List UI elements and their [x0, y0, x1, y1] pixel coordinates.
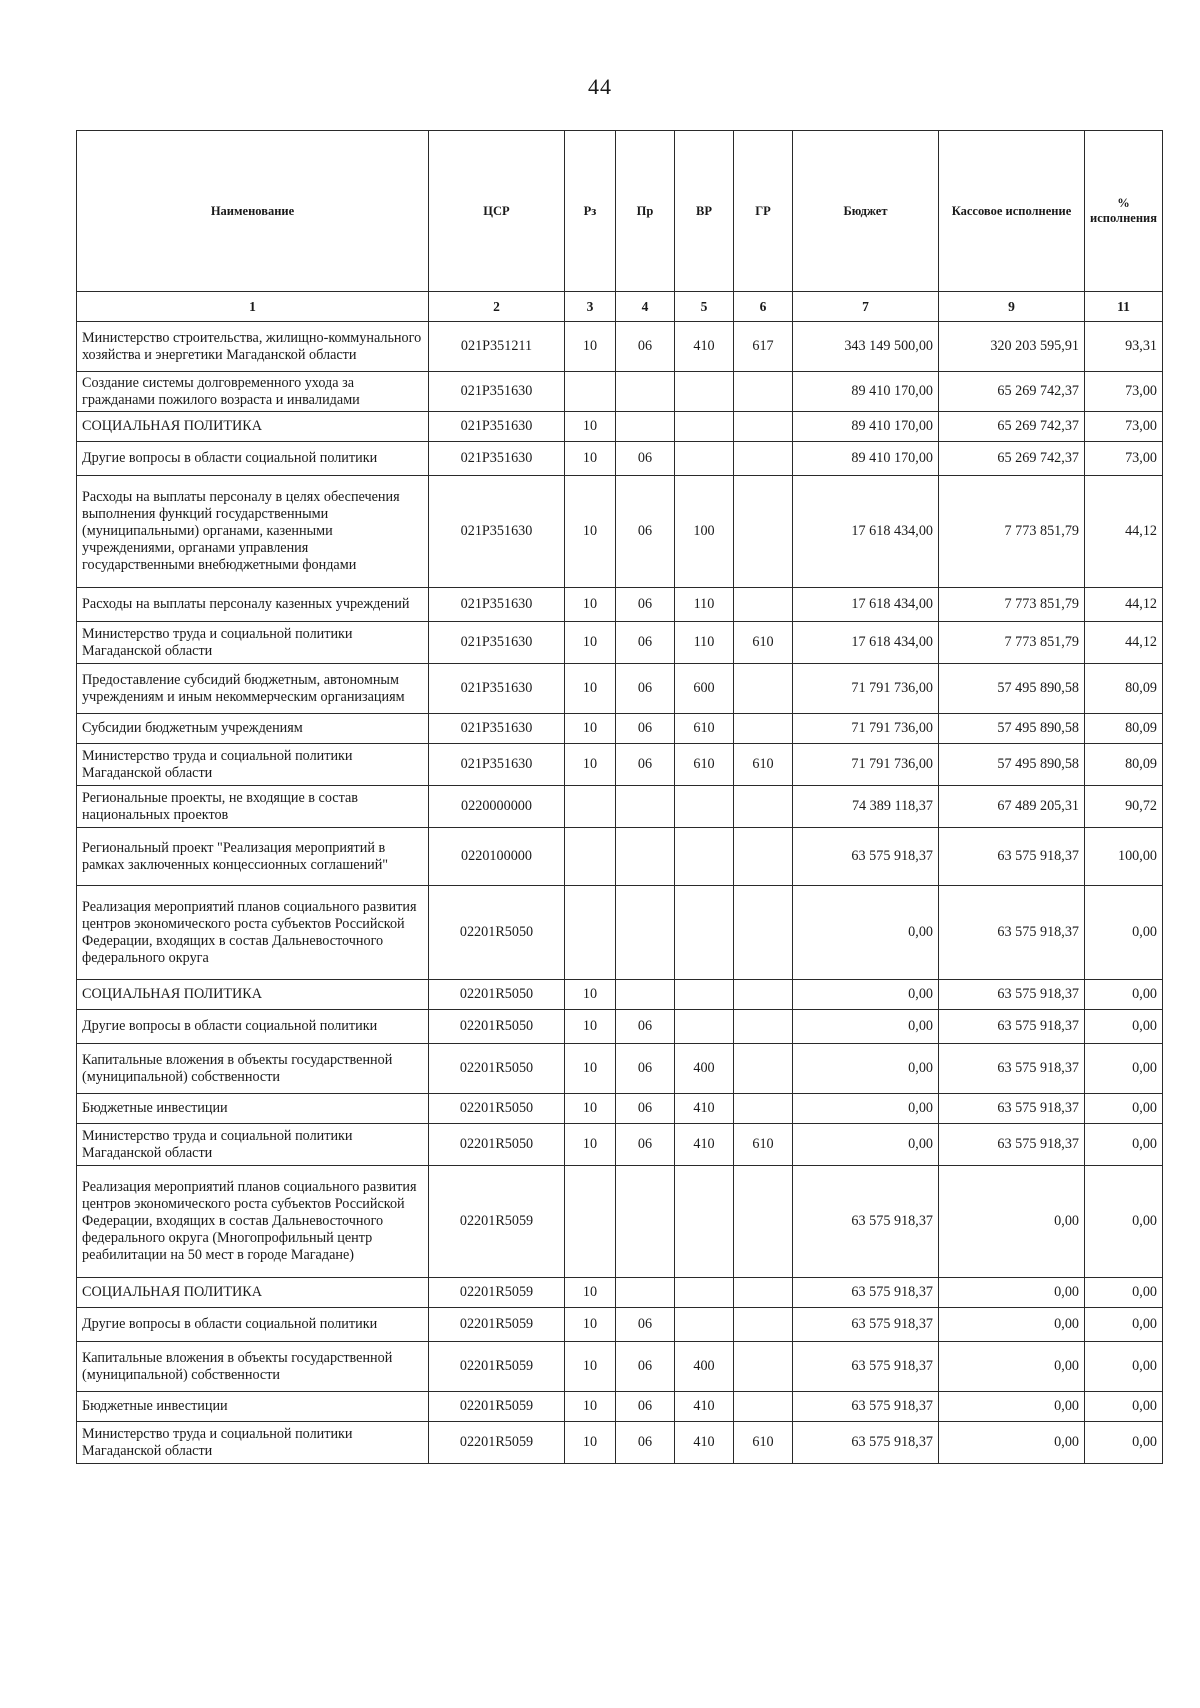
table-row — [77, 1010, 1163, 1044]
cell-csr: 021P351630 — [429, 664, 565, 714]
cell-execution-percent: 0,00 — [1085, 1278, 1163, 1308]
column-number: 4 — [616, 292, 675, 322]
table-row — [77, 412, 1163, 442]
cell-gr — [734, 828, 793, 886]
cell-gr — [734, 1094, 793, 1124]
cell-cash-execution: 65 269 742,37 — [939, 442, 1085, 476]
cell-vr — [675, 886, 734, 980]
cell-vr: 610 — [675, 714, 734, 744]
cell-gr — [734, 886, 793, 980]
cell-vr: 400 — [675, 1044, 734, 1094]
cell-rz: 10 — [565, 1308, 616, 1342]
table-row — [77, 622, 1163, 664]
cell-rz: 10 — [565, 1278, 616, 1308]
cell-name: Расходы на выплаты персоналу в целях обеспечения выполнения функций государственными (муниципальными) органами, казенными учреждениями, органами управления государственными внебюджетными фондами — [77, 476, 429, 588]
cell-gr — [734, 1044, 793, 1094]
cell-csr: 0220000000 — [429, 786, 565, 828]
cell-pr: 06 — [616, 1010, 675, 1044]
cell-gr — [734, 588, 793, 622]
cell-cash-execution: 0,00 — [939, 1166, 1085, 1278]
cell-pr: 06 — [616, 744, 675, 786]
table-row — [77, 1044, 1163, 1094]
cell-budget: 89 410 170,00 — [793, 372, 939, 412]
cell-csr: 02201R5050 — [429, 1010, 565, 1044]
cell-vr — [675, 980, 734, 1010]
cell-cash-execution: 63 575 918,37 — [939, 886, 1085, 980]
cell-budget: 0,00 — [793, 1044, 939, 1094]
table-row — [77, 1308, 1163, 1342]
cell-execution-percent: 100,00 — [1085, 828, 1163, 886]
cell-vr — [675, 1278, 734, 1308]
cell-rz: 10 — [565, 588, 616, 622]
table-row — [77, 1392, 1163, 1422]
cell-rz: 10 — [565, 1342, 616, 1392]
table-body — [77, 322, 1163, 1464]
cell-name: Бюджетные инвестиции — [77, 1392, 429, 1422]
header-gr: ГР — [734, 131, 793, 292]
cell-pr: 06 — [616, 1342, 675, 1392]
cell-execution-percent: 44,12 — [1085, 476, 1163, 588]
cell-execution-percent: 0,00 — [1085, 980, 1163, 1010]
column-number: 1 — [77, 292, 429, 322]
header-budget: Бюджет — [793, 131, 939, 292]
table-row — [77, 980, 1163, 1010]
column-number: 6 — [734, 292, 793, 322]
cell-vr — [675, 1308, 734, 1342]
table-row — [77, 322, 1163, 372]
cell-cash-execution: 63 575 918,37 — [939, 1010, 1085, 1044]
cell-pr: 06 — [616, 1044, 675, 1094]
cell-csr: 021P351630 — [429, 714, 565, 744]
cell-cash-execution: 7 773 851,79 — [939, 476, 1085, 588]
cell-gr — [734, 980, 793, 1010]
table-row — [77, 1124, 1163, 1166]
page-number: 44 — [588, 74, 612, 99]
cell-csr: 021P351630 — [429, 372, 565, 412]
cell-cash-execution: 67 489 205,31 — [939, 786, 1085, 828]
cell-pr — [616, 412, 675, 442]
cell-budget: 0,00 — [793, 1124, 939, 1166]
cell-name: Бюджетные инвестиции — [77, 1094, 429, 1124]
cell-csr: 021P351630 — [429, 442, 565, 476]
cell-csr: 02201R5050 — [429, 1124, 565, 1166]
cell-pr: 06 — [616, 476, 675, 588]
cell-cash-execution: 7 773 851,79 — [939, 622, 1085, 664]
table-row — [77, 588, 1163, 622]
cell-name: СОЦИАЛЬНАЯ ПОЛИТИКА — [77, 412, 429, 442]
table-row — [77, 664, 1163, 714]
cell-execution-percent: 0,00 — [1085, 1392, 1163, 1422]
cell-csr: 02201R5050 — [429, 1044, 565, 1094]
header-vr: ВР — [675, 131, 734, 292]
cell-budget: 74 389 118,37 — [793, 786, 939, 828]
cell-execution-percent: 80,09 — [1085, 744, 1163, 786]
cell-execution-percent: 73,00 — [1085, 412, 1163, 442]
cell-vr: 610 — [675, 744, 734, 786]
cell-rz: 10 — [565, 664, 616, 714]
cell-csr: 02201R5050 — [429, 886, 565, 980]
cell-gr — [734, 664, 793, 714]
cell-rz: 10 — [565, 412, 616, 442]
cell-csr: 02201R5059 — [429, 1392, 565, 1422]
table-row — [77, 1278, 1163, 1308]
cell-gr: 610 — [734, 1422, 793, 1464]
cell-name: Расходы на выплаты персоналу казенных учреждений — [77, 588, 429, 622]
cell-cash-execution: 65 269 742,37 — [939, 372, 1085, 412]
cell-rz: 10 — [565, 980, 616, 1010]
cell-vr: 100 — [675, 476, 734, 588]
cell-vr — [675, 1010, 734, 1044]
cell-execution-percent: 0,00 — [1085, 1124, 1163, 1166]
cell-pr: 06 — [616, 1422, 675, 1464]
cell-pr — [616, 886, 675, 980]
cell-name: Другие вопросы в области социальной политики — [77, 1308, 429, 1342]
cell-budget: 63 575 918,37 — [793, 1342, 939, 1392]
cell-budget: 63 575 918,37 — [793, 1422, 939, 1464]
cell-cash-execution: 63 575 918,37 — [939, 980, 1085, 1010]
cell-name: Предоставление субсидий бюджетным, автономным учреждениям и иным некоммерческим организациям — [77, 664, 429, 714]
column-number-row — [77, 292, 1163, 322]
cell-rz: 10 — [565, 622, 616, 664]
budget-execution-table — [76, 130, 1163, 1464]
cell-rz — [565, 828, 616, 886]
cell-name: Министерство труда и социальной политики Магаданской области — [77, 744, 429, 786]
cell-vr: 410 — [675, 1094, 734, 1124]
cell-execution-percent: 0,00 — [1085, 1166, 1163, 1278]
cell-pr: 06 — [616, 1094, 675, 1124]
cell-budget: 17 618 434,00 — [793, 622, 939, 664]
column-number: 2 — [429, 292, 565, 322]
cell-name: Капитальные вложения в объекты государственной (муниципальной) собственности — [77, 1044, 429, 1094]
table-row — [77, 442, 1163, 476]
cell-rz: 10 — [565, 442, 616, 476]
cell-pr: 06 — [616, 1124, 675, 1166]
table-row — [77, 786, 1163, 828]
cell-cash-execution: 57 495 890,58 — [939, 744, 1085, 786]
cell-name: Другие вопросы в области социальной политики — [77, 442, 429, 476]
cell-csr: 02201R5059 — [429, 1422, 565, 1464]
cell-name: Реализация мероприятий планов социального развития центров экономического роста субъектов Российской Федерации, входящих в состав Дальневосточного федерального округа — [77, 886, 429, 980]
cell-cash-execution: 0,00 — [939, 1392, 1085, 1422]
cell-gr — [734, 476, 793, 588]
cell-vr — [675, 828, 734, 886]
cell-vr: 110 — [675, 622, 734, 664]
cell-csr: 021P351630 — [429, 744, 565, 786]
cell-cash-execution: 63 575 918,37 — [939, 1124, 1085, 1166]
cell-cash-execution: 0,00 — [939, 1342, 1085, 1392]
cell-budget: 0,00 — [793, 980, 939, 1010]
cell-gr — [734, 1392, 793, 1422]
cell-budget: 63 575 918,37 — [793, 828, 939, 886]
cell-gr — [734, 412, 793, 442]
header-csr: ЦСР — [429, 131, 565, 292]
cell-rz: 10 — [565, 1010, 616, 1044]
cell-pr: 06 — [616, 1392, 675, 1422]
cell-csr: 02201R5059 — [429, 1308, 565, 1342]
cell-pr: 06 — [616, 442, 675, 476]
cell-rz: 10 — [565, 322, 616, 372]
column-number: 3 — [565, 292, 616, 322]
cell-csr: 02201R5059 — [429, 1166, 565, 1278]
cell-budget: 63 575 918,37 — [793, 1278, 939, 1308]
header-pr: Пр — [616, 131, 675, 292]
cell-cash-execution: 0,00 — [939, 1422, 1085, 1464]
column-number: 9 — [939, 292, 1085, 322]
cell-execution-percent: 0,00 — [1085, 1308, 1163, 1342]
cell-gr: 610 — [734, 744, 793, 786]
cell-budget: 0,00 — [793, 1094, 939, 1124]
table-row — [77, 828, 1163, 886]
cell-gr — [734, 1010, 793, 1044]
cell-csr: 02201R5059 — [429, 1342, 565, 1392]
cell-rz — [565, 1166, 616, 1278]
cell-pr — [616, 1278, 675, 1308]
cell-gr — [734, 714, 793, 744]
cell-budget: 17 618 434,00 — [793, 588, 939, 622]
cell-execution-percent: 80,09 — [1085, 664, 1163, 714]
cell-pr — [616, 980, 675, 1010]
cell-budget: 89 410 170,00 — [793, 442, 939, 476]
cell-pr: 06 — [616, 714, 675, 744]
cell-execution-percent: 73,00 — [1085, 442, 1163, 476]
cell-cash-execution: 320 203 595,91 — [939, 322, 1085, 372]
table-row — [77, 1166, 1163, 1278]
table-row — [77, 476, 1163, 588]
cell-execution-percent: 44,12 — [1085, 588, 1163, 622]
cell-gr — [734, 442, 793, 476]
cell-gr — [734, 1308, 793, 1342]
cell-name: Региональные проекты, не входящие в состав национальных проектов — [77, 786, 429, 828]
cell-pr: 06 — [616, 322, 675, 372]
cell-rz — [565, 886, 616, 980]
cell-gr — [734, 1342, 793, 1392]
cell-rz: 10 — [565, 1392, 616, 1422]
cell-pr — [616, 372, 675, 412]
cell-gr: 617 — [734, 322, 793, 372]
header-rz: Рз — [565, 131, 616, 292]
cell-cash-execution: 65 269 742,37 — [939, 412, 1085, 442]
cell-execution-percent: 0,00 — [1085, 1342, 1163, 1392]
cell-name: Создание системы долговременного ухода за гражданами пожилого возраста и инвалидами — [77, 372, 429, 412]
cell-rz: 10 — [565, 476, 616, 588]
cell-execution-percent: 73,00 — [1085, 372, 1163, 412]
cell-name: Другие вопросы в области социальной политики — [77, 1010, 429, 1044]
cell-csr: 02201R5050 — [429, 980, 565, 1010]
cell-name: Субсидии бюджетным учреждениям — [77, 714, 429, 744]
header-row — [77, 131, 1163, 292]
cell-execution-percent: 0,00 — [1085, 886, 1163, 980]
cell-budget: 71 791 736,00 — [793, 664, 939, 714]
table-row — [77, 1342, 1163, 1392]
cell-cash-execution: 63 575 918,37 — [939, 1094, 1085, 1124]
header-cash-execution: Кассовое исполнение — [939, 131, 1085, 292]
cell-execution-percent: 0,00 — [1085, 1044, 1163, 1094]
cell-execution-percent: 44,12 — [1085, 622, 1163, 664]
cell-vr: 110 — [675, 588, 734, 622]
cell-budget: 0,00 — [793, 1010, 939, 1044]
cell-cash-execution: 63 575 918,37 — [939, 828, 1085, 886]
cell-budget: 17 618 434,00 — [793, 476, 939, 588]
cell-csr: 021P351630 — [429, 588, 565, 622]
cell-execution-percent: 90,72 — [1085, 786, 1163, 828]
cell-name: Капитальные вложения в объекты государственной (муниципальной) собственности — [77, 1342, 429, 1392]
cell-rz: 10 — [565, 744, 616, 786]
cell-pr: 06 — [616, 622, 675, 664]
cell-pr: 06 — [616, 1308, 675, 1342]
cell-gr — [734, 1278, 793, 1308]
cell-cash-execution: 63 575 918,37 — [939, 1044, 1085, 1094]
cell-csr: 0220100000 — [429, 828, 565, 886]
cell-execution-percent: 0,00 — [1085, 1422, 1163, 1464]
cell-cash-execution: 57 495 890,58 — [939, 714, 1085, 744]
cell-gr — [734, 786, 793, 828]
cell-gr: 610 — [734, 1124, 793, 1166]
cell-csr: 021P351211 — [429, 322, 565, 372]
cell-budget: 63 575 918,37 — [793, 1308, 939, 1342]
table-row — [77, 1422, 1163, 1464]
cell-vr: 400 — [675, 1342, 734, 1392]
cell-vr — [675, 786, 734, 828]
cell-pr — [616, 1166, 675, 1278]
cell-budget: 63 575 918,37 — [793, 1392, 939, 1422]
cell-rz: 10 — [565, 1094, 616, 1124]
cell-execution-percent: 0,00 — [1085, 1094, 1163, 1124]
table-row — [77, 886, 1163, 980]
cell-pr — [616, 786, 675, 828]
column-number: 11 — [1085, 292, 1163, 322]
table-row — [77, 372, 1163, 412]
cell-name: СОЦИАЛЬНАЯ ПОЛИТИКА — [77, 1278, 429, 1308]
column-number: 7 — [793, 292, 939, 322]
cell-cash-execution: 0,00 — [939, 1278, 1085, 1308]
cell-budget: 63 575 918,37 — [793, 1166, 939, 1278]
cell-vr: 410 — [675, 1124, 734, 1166]
cell-budget: 71 791 736,00 — [793, 714, 939, 744]
cell-name: Министерство труда и социальной политики Магаданской области — [77, 1422, 429, 1464]
cell-rz — [565, 786, 616, 828]
table-row — [77, 1094, 1163, 1124]
cell-budget: 0,00 — [793, 886, 939, 980]
cell-budget: 89 410 170,00 — [793, 412, 939, 442]
cell-vr: 410 — [675, 1422, 734, 1464]
cell-csr: 021P351630 — [429, 476, 565, 588]
cell-rz — [565, 372, 616, 412]
cell-name: Министерство труда и социальной политики Магаданской области — [77, 622, 429, 664]
cell-gr: 610 — [734, 622, 793, 664]
cell-gr — [734, 372, 793, 412]
cell-execution-percent: 93,31 — [1085, 322, 1163, 372]
cell-csr: 02201R5050 — [429, 1094, 565, 1124]
cell-name: Реализация мероприятий планов социального развития центров экономического роста субъектов Российской Федерации, входящих в состав Дальневосточного федерального округа (Многопрофильный центр реабилитации на 50 мест в городе Магадане) — [77, 1166, 429, 1278]
cell-rz: 10 — [565, 1422, 616, 1464]
cell-pr: 06 — [616, 664, 675, 714]
cell-budget: 71 791 736,00 — [793, 744, 939, 786]
cell-rz: 10 — [565, 714, 616, 744]
cell-pr: 06 — [616, 588, 675, 622]
cell-vr: 600 — [675, 664, 734, 714]
cell-rz: 10 — [565, 1044, 616, 1094]
cell-vr: 410 — [675, 322, 734, 372]
cell-csr: 021P351630 — [429, 622, 565, 664]
cell-cash-execution: 0,00 — [939, 1308, 1085, 1342]
cell-cash-execution: 57 495 890,58 — [939, 664, 1085, 714]
table-row — [77, 714, 1163, 744]
cell-vr — [675, 372, 734, 412]
cell-vr: 410 — [675, 1392, 734, 1422]
cell-rz: 10 — [565, 1124, 616, 1166]
cell-budget: 343 149 500,00 — [793, 322, 939, 372]
header-name: Наименование — [77, 131, 429, 292]
cell-cash-execution: 7 773 851,79 — [939, 588, 1085, 622]
cell-name: Региональный проект "Реализация мероприятий в рамках заключенных концессионных соглашений" — [77, 828, 429, 886]
cell-name: Министерство труда и социальной политики Магаданской области — [77, 1124, 429, 1166]
cell-vr — [675, 442, 734, 476]
cell-pr — [616, 828, 675, 886]
cell-vr — [675, 1166, 734, 1278]
cell-csr: 021P351630 — [429, 412, 565, 442]
cell-csr: 02201R5059 — [429, 1278, 565, 1308]
cell-gr — [734, 1166, 793, 1278]
cell-execution-percent: 80,09 — [1085, 714, 1163, 744]
column-number: 5 — [675, 292, 734, 322]
table-row — [77, 744, 1163, 786]
cell-vr — [675, 412, 734, 442]
header-execution-percent: % исполнения — [1085, 131, 1163, 292]
cell-name: Министерство строительства, жилищно-коммунального хозяйства и энергетики Магаданской области — [77, 322, 429, 372]
cell-execution-percent: 0,00 — [1085, 1010, 1163, 1044]
cell-name: СОЦИАЛЬНАЯ ПОЛИТИКА — [77, 980, 429, 1010]
